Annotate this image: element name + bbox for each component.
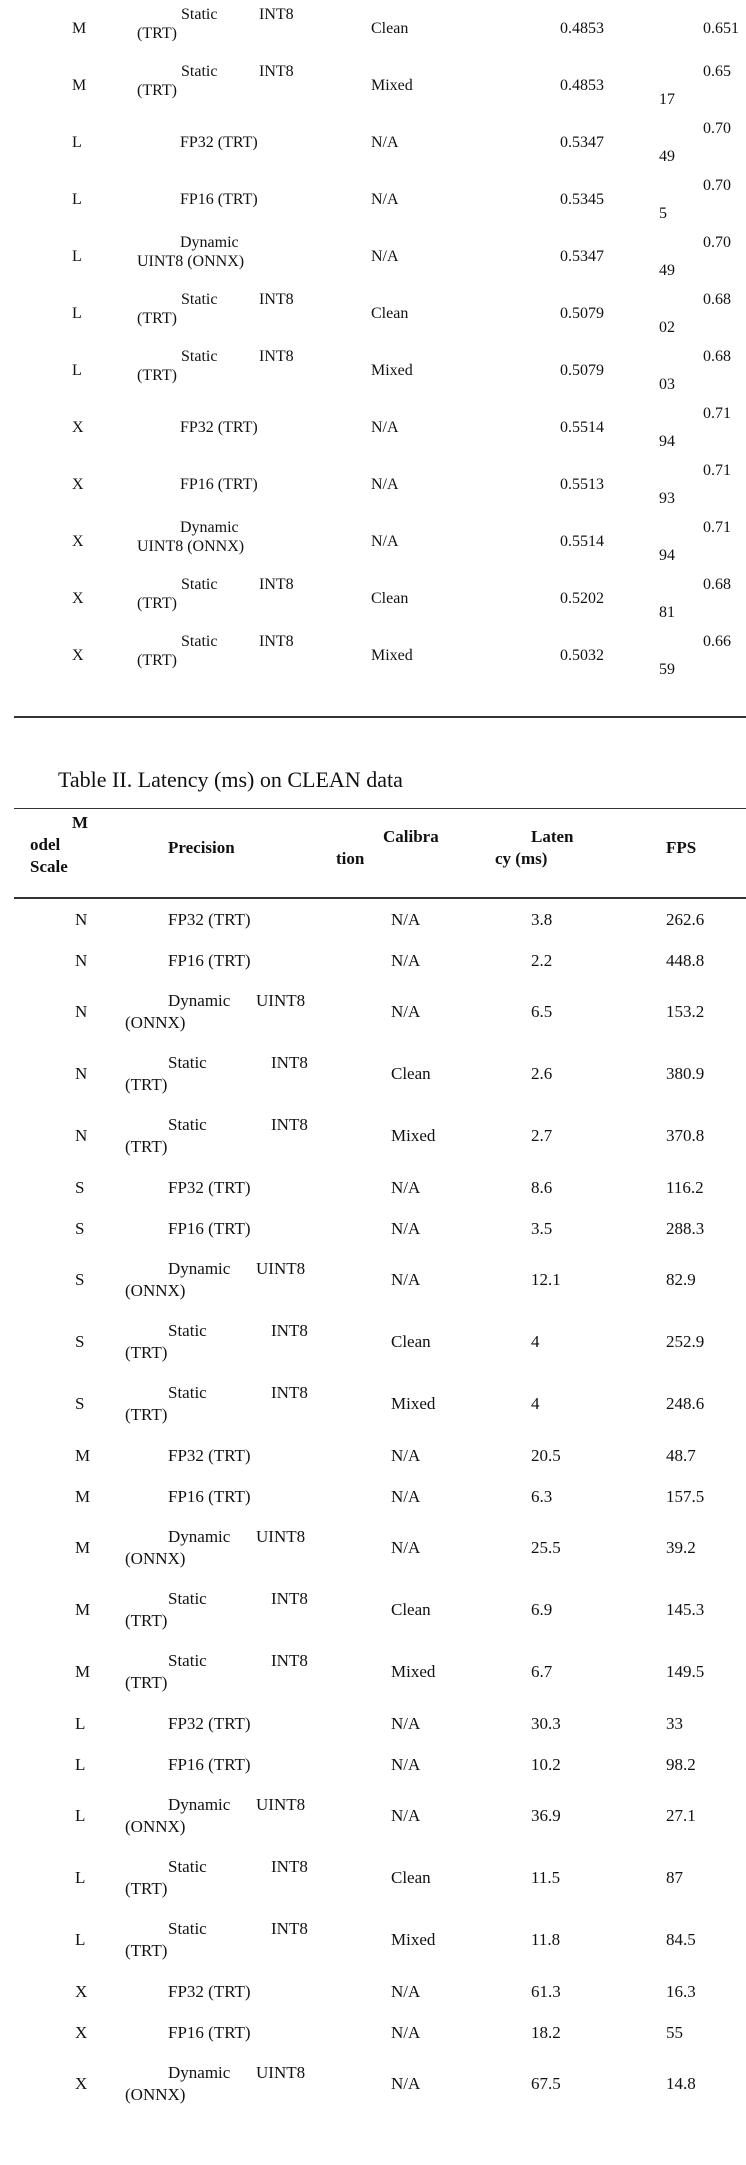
table-2-row bbox=[0, 1249, 746, 1311]
latency-cell: 2.7 bbox=[531, 1126, 553, 1145]
metric-cell: 0.5513 bbox=[560, 476, 604, 493]
metric-cell-2: 0.71 bbox=[703, 405, 731, 422]
precision-cell-word-2: INT8 bbox=[271, 1919, 308, 1938]
precision-cell-line-2: (ONNX) bbox=[125, 1281, 186, 1300]
latency-cell: 4 bbox=[531, 1394, 540, 1413]
metric-cell: 0.5079 bbox=[560, 362, 604, 379]
header-fps: FPS bbox=[666, 838, 697, 857]
precision-cell-line-2: (ONNX) bbox=[125, 1549, 186, 1568]
metric-cell: 0.5079 bbox=[560, 305, 604, 322]
fps-cell: 82.9 bbox=[666, 1270, 696, 1289]
latency-cell: 61.3 bbox=[531, 1982, 561, 2001]
table-2-row bbox=[0, 1847, 746, 1909]
calibration-cell: N/A bbox=[371, 191, 399, 208]
metric-cell: 0.5347 bbox=[560, 134, 604, 151]
precision-cell-line-2: (ONNX) bbox=[125, 1817, 186, 1836]
table-2-row bbox=[0, 1785, 746, 1847]
precision-cell-word-1: Static bbox=[168, 1115, 207, 1134]
model-scale-cell: M bbox=[75, 1487, 91, 1506]
model-scale-cell: X bbox=[75, 2023, 88, 2042]
metric-fragment-cell: 17 bbox=[659, 91, 675, 108]
metric-cell: 0.5514 bbox=[560, 533, 604, 550]
model-scale-cell: S bbox=[75, 1270, 85, 1289]
fps-cell: 153.2 bbox=[666, 1002, 705, 1021]
calibration-cell: N/A bbox=[391, 1178, 421, 1197]
latency-cell: 67.5 bbox=[531, 2074, 561, 2093]
latency-cell: 6.7 bbox=[531, 1662, 553, 1681]
calibration-cell: Mixed bbox=[391, 1126, 436, 1145]
precision-cell-line-2: (ONNX) bbox=[125, 2085, 186, 2104]
precision-cell-word-1: Static bbox=[168, 1651, 207, 1670]
latency-cell: 4 bbox=[531, 1332, 540, 1351]
table-2-row bbox=[0, 2053, 746, 2115]
metric-cell: 0.5347 bbox=[560, 248, 604, 265]
calibration-cell: N/A bbox=[391, 1714, 421, 1733]
precision-cell: FP16 (TRT) bbox=[168, 1219, 251, 1238]
metric-cell: 0.4853 bbox=[560, 20, 604, 37]
table-2-row bbox=[0, 1579, 746, 1641]
precision-cell: FP32 (TRT) bbox=[180, 419, 258, 436]
calibration-cell: N/A bbox=[391, 2023, 421, 2042]
model-scale-cell: N bbox=[75, 1126, 88, 1145]
calibration-cell: N/A bbox=[391, 910, 421, 929]
table-1-row bbox=[0, 57, 746, 114]
latency-cell: 20.5 bbox=[531, 1446, 561, 1465]
precision-cell: FP32 (TRT) bbox=[168, 1982, 251, 2001]
fps-cell: 84.5 bbox=[666, 1930, 696, 1949]
table-2-row bbox=[0, 1208, 746, 1249]
metric-fragment-cell: 81 bbox=[659, 604, 675, 621]
header-calibration-line-2: tion bbox=[336, 849, 365, 868]
model-scale-cell: X bbox=[72, 419, 84, 436]
precision-cell-word-1: Dynamic bbox=[168, 1795, 231, 1814]
fps-cell: 157.5 bbox=[666, 1487, 705, 1506]
precision-cell: FP16 (TRT) bbox=[168, 2023, 251, 2042]
metric-cell-2: 0.70 bbox=[703, 120, 731, 137]
precision-cell-line-2: (TRT) bbox=[125, 1673, 168, 1692]
calibration-cell: N/A bbox=[371, 419, 399, 436]
table-1-continuation bbox=[0, 0, 746, 716]
latency-cell: 11.8 bbox=[531, 1930, 561, 1949]
precision-cell-line-2: (ONNX) bbox=[125, 1013, 186, 1032]
calibration-cell: Clean bbox=[391, 1868, 431, 1887]
precision-cell-word-1: Static bbox=[168, 1857, 207, 1876]
latency-cell: 2.2 bbox=[531, 951, 553, 970]
model-scale-cell: L bbox=[72, 191, 82, 208]
calibration-cell: Clean bbox=[371, 20, 409, 37]
metric-cell-2: 0.68 bbox=[703, 291, 731, 308]
table-2-row bbox=[0, 1517, 746, 1579]
precision-cell: FP16 (TRT) bbox=[168, 1755, 251, 1774]
calibration-cell: Clean bbox=[391, 1064, 431, 1083]
model-scale-cell: S bbox=[75, 1394, 85, 1413]
calibration-cell: Mixed bbox=[391, 1394, 436, 1413]
calibration-cell: N/A bbox=[391, 2074, 421, 2093]
fps-cell: 448.8 bbox=[666, 951, 705, 970]
model-scale-cell: N bbox=[75, 910, 88, 929]
metric-fragment-cell: 93 bbox=[659, 490, 675, 507]
latency-cell: 6.5 bbox=[531, 1002, 553, 1021]
precision-cell-line-2: UINT8 (ONNX) bbox=[137, 538, 245, 555]
calibration-cell: Clean bbox=[371, 305, 409, 322]
table-2-row bbox=[0, 1476, 746, 1517]
latency-cell: 8.6 bbox=[531, 1178, 553, 1197]
calibration-cell: N/A bbox=[371, 248, 399, 265]
precision-cell-word-1: Static bbox=[181, 348, 218, 365]
precision-cell-line-2: (TRT) bbox=[137, 595, 177, 612]
latency-cell: 25.5 bbox=[531, 1538, 561, 1557]
metric-cell: 0.5202 bbox=[560, 590, 604, 607]
precision-cell-line-2: (TRT) bbox=[137, 82, 177, 99]
precision-cell-line-2: UINT8 (ONNX) bbox=[137, 253, 245, 270]
precision-cell-word-2: INT8 bbox=[259, 633, 294, 650]
model-scale-cell: S bbox=[75, 1178, 85, 1197]
fps-cell: 252.9 bbox=[666, 1332, 705, 1351]
table-2-row bbox=[0, 1043, 746, 1105]
precision-cell-word-2: INT8 bbox=[271, 1321, 308, 1340]
metric-fragment-cell: 94 bbox=[659, 433, 675, 450]
metric-cell: 0.5514 bbox=[560, 419, 604, 436]
table-2-row bbox=[0, 1909, 746, 1971]
fps-cell: 145.3 bbox=[666, 1600, 705, 1619]
latency-cell: 3.5 bbox=[531, 1219, 553, 1238]
metric-cell: 0.5345 bbox=[560, 191, 604, 208]
precision-cell: FP16 (TRT) bbox=[180, 476, 258, 493]
model-scale-cell: L bbox=[72, 248, 82, 265]
metric-cell-2: 0.70 bbox=[703, 234, 731, 251]
precision-cell-line-2: (TRT) bbox=[125, 1941, 168, 1960]
model-scale-cell: L bbox=[75, 1806, 86, 1825]
precision-cell: FP16 (TRT) bbox=[180, 191, 258, 208]
precision-cell-word-1: Static bbox=[168, 1589, 207, 1608]
precision-cell-word-2: INT8 bbox=[271, 1115, 308, 1134]
calibration-cell: Clean bbox=[391, 1332, 431, 1351]
table-1-row bbox=[0, 570, 746, 627]
precision-cell: FP32 (TRT) bbox=[180, 134, 258, 151]
fps-cell: 27.1 bbox=[666, 1806, 696, 1825]
precision-cell: FP16 (TRT) bbox=[168, 1487, 251, 1506]
metric-fragment-cell: 94 bbox=[659, 547, 675, 564]
model-scale-cell: X bbox=[72, 647, 84, 664]
calibration-cell: N/A bbox=[391, 1538, 421, 1557]
calibration-cell: N/A bbox=[371, 476, 399, 493]
metric-fragment-cell: 49 bbox=[659, 148, 675, 165]
precision-cell-word-1: Static bbox=[168, 1919, 207, 1938]
table-1-row bbox=[0, 285, 746, 342]
precision-cell-word-1: Static bbox=[181, 576, 218, 593]
model-scale-cell: X bbox=[75, 2074, 88, 2093]
precision-cell-word-1: Dynamic bbox=[168, 991, 231, 1010]
precision-cell-line-2: (TRT) bbox=[137, 367, 177, 384]
calibration-cell: Clean bbox=[371, 590, 409, 607]
fps-cell: 149.5 bbox=[666, 1662, 705, 1681]
calibration-cell: Mixed bbox=[371, 77, 413, 94]
precision-cell-word-2: INT8 bbox=[271, 1383, 308, 1402]
model-scale-cell: L bbox=[72, 362, 82, 379]
table-1-row bbox=[0, 399, 746, 456]
table-1-row bbox=[0, 627, 746, 684]
model-scale-cell: L bbox=[75, 1868, 86, 1887]
precision-cell-word-1: Dynamic bbox=[168, 2063, 231, 2082]
model-scale-cell: M bbox=[72, 20, 87, 37]
fps-cell: 380.9 bbox=[666, 1064, 705, 1083]
latency-cell: 6.9 bbox=[531, 1600, 553, 1619]
metric-cell-2: 0.71 bbox=[703, 462, 731, 479]
calibration-cell: N/A bbox=[391, 1446, 421, 1465]
model-scale-cell: L bbox=[75, 1755, 86, 1774]
model-scale-cell: L bbox=[72, 305, 82, 322]
calibration-cell: N/A bbox=[391, 1002, 421, 1021]
calibration-cell: N/A bbox=[391, 1806, 421, 1825]
table-2-top-rule bbox=[14, 808, 746, 809]
precision-cell-word-2: INT8 bbox=[259, 63, 294, 80]
latency-cell: 2.6 bbox=[531, 1064, 553, 1083]
calibration-cell: Mixed bbox=[391, 1662, 436, 1681]
fps-cell: 87 bbox=[666, 1868, 683, 1887]
fps-cell: 370.8 bbox=[666, 1126, 705, 1145]
calibration-cell: N/A bbox=[391, 1219, 421, 1238]
metric-cell-2: 0.66 bbox=[703, 633, 731, 650]
latency-cell: 3.8 bbox=[531, 910, 553, 929]
precision-cell-word-2: UINT8 bbox=[256, 1795, 306, 1814]
latency-cell: 12.1 bbox=[531, 1270, 561, 1289]
precision-cell-line-2: (TRT) bbox=[125, 1405, 168, 1424]
table-1-row bbox=[0, 0, 746, 57]
fps-cell: 55 bbox=[666, 2023, 683, 2042]
precision-cell-line-2: (TRT) bbox=[125, 1611, 168, 1630]
precision-cell-word-1: Static bbox=[168, 1321, 207, 1340]
model-scale-cell: S bbox=[75, 1332, 85, 1351]
model-scale-cell: M bbox=[75, 1538, 91, 1557]
precision-cell: FP16 (TRT) bbox=[168, 951, 251, 970]
precision-cell-word-1: Dynamic bbox=[168, 1259, 231, 1278]
precision-cell-line-2: (TRT) bbox=[125, 1879, 168, 1898]
precision-cell-word-1: Static bbox=[181, 633, 218, 650]
fps-cell: 116.2 bbox=[666, 1178, 704, 1197]
calibration-cell: N/A bbox=[371, 533, 399, 550]
precision-cell-word-1: Static bbox=[168, 1053, 207, 1072]
table-2-row bbox=[0, 1373, 746, 1435]
precision-cell: FP32 (TRT) bbox=[168, 910, 251, 929]
table-2-row bbox=[0, 1744, 746, 1785]
precision-cell-word-2: UINT8 bbox=[256, 1527, 306, 1546]
calibration-cell: Clean bbox=[391, 1600, 431, 1619]
precision-cell-line-2: (TRT) bbox=[125, 1075, 168, 1094]
metric-cell-2: 0.651 bbox=[703, 20, 739, 37]
precision-cell-word-2: INT8 bbox=[271, 1053, 308, 1072]
fps-cell: 248.6 bbox=[666, 1394, 705, 1413]
header-precision: Precision bbox=[168, 838, 235, 857]
precision-cell-line-2: (TRT) bbox=[125, 1343, 168, 1362]
calibration-cell: Mixed bbox=[371, 647, 413, 664]
precision-cell-word-1: Dynamic bbox=[168, 1527, 231, 1546]
table-1-row bbox=[0, 171, 746, 228]
table-1-row bbox=[0, 342, 746, 399]
calibration-cell: N/A bbox=[371, 134, 399, 151]
table-2-caption: Table II. Latency (ms) on CLEAN data bbox=[58, 767, 403, 792]
metric-cell-2: 0.68 bbox=[703, 348, 731, 365]
table-1-bottom-rule bbox=[14, 716, 746, 718]
precision-cell-word-2: INT8 bbox=[271, 1589, 308, 1608]
header-model-scale-line-1: M bbox=[72, 813, 89, 832]
model-scale-cell: M bbox=[75, 1662, 91, 1681]
table-2-row bbox=[0, 1971, 746, 2012]
table-2-row bbox=[0, 981, 746, 1043]
latency-cell: 18.2 bbox=[531, 2023, 561, 2042]
precision-cell-line-2: (TRT) bbox=[137, 652, 177, 669]
metric-fragment-cell: 02 bbox=[659, 319, 675, 336]
precision-cell-line-1: Dynamic bbox=[180, 519, 239, 536]
calibration-cell: N/A bbox=[391, 1270, 421, 1289]
fps-cell: 288.3 bbox=[666, 1219, 705, 1238]
table-2-row bbox=[0, 1435, 746, 1476]
precision-cell: FP32 (TRT) bbox=[168, 1178, 251, 1197]
precision-cell: FP32 (TRT) bbox=[168, 1714, 251, 1733]
precision-cell: FP32 (TRT) bbox=[168, 1446, 251, 1465]
metric-fragment-cell: 49 bbox=[659, 262, 675, 279]
table-1-row bbox=[0, 228, 746, 285]
latency-cell: 10.2 bbox=[531, 1755, 561, 1774]
calibration-cell: Mixed bbox=[391, 1930, 436, 1949]
calibration-cell: N/A bbox=[391, 1487, 421, 1506]
precision-cell-line-1: Dynamic bbox=[180, 234, 239, 251]
header-latency-line-1: Laten bbox=[531, 827, 574, 846]
latency-cell: 6.3 bbox=[531, 1487, 553, 1506]
precision-cell-word-2: UINT8 bbox=[256, 2063, 306, 2082]
fps-cell: 33 bbox=[666, 1714, 683, 1733]
precision-cell-word-2: INT8 bbox=[259, 291, 294, 308]
metric-fragment-cell: 5 bbox=[659, 205, 667, 222]
table-2-row bbox=[0, 2012, 746, 2053]
precision-cell-word-2: UINT8 bbox=[256, 991, 306, 1010]
model-scale-cell: L bbox=[72, 134, 82, 151]
model-scale-cell: N bbox=[75, 951, 88, 970]
table-2-row bbox=[0, 1311, 746, 1373]
precision-cell-word-1: Static bbox=[168, 1383, 207, 1402]
fps-cell: 262.6 bbox=[666, 910, 705, 929]
metric-fragment-cell: 59 bbox=[659, 661, 675, 678]
fps-cell: 48.7 bbox=[666, 1446, 696, 1465]
calibration-cell: N/A bbox=[391, 1755, 421, 1774]
precision-cell-line-2: (TRT) bbox=[137, 25, 177, 42]
table-2-row bbox=[0, 1703, 746, 1744]
table-1-row bbox=[0, 513, 746, 570]
precision-cell-word-2: INT8 bbox=[259, 6, 294, 23]
metric-cell-2: 0.68 bbox=[703, 576, 731, 593]
table-2-row bbox=[0, 940, 746, 981]
model-scale-cell: N bbox=[75, 1064, 88, 1083]
model-scale-cell: X bbox=[75, 1982, 88, 2001]
latency-cell: 36.9 bbox=[531, 1806, 561, 1825]
model-scale-cell: M bbox=[72, 77, 87, 94]
table-2-row bbox=[0, 1105, 746, 1167]
latency-cell: 30.3 bbox=[531, 1714, 561, 1733]
model-scale-cell: L bbox=[75, 1930, 86, 1949]
metric-cell-2: 0.71 bbox=[703, 519, 731, 536]
table-2-row bbox=[0, 1641, 746, 1703]
precision-cell-word-1: Static bbox=[181, 6, 218, 23]
header-calibration-line-1: Calibra bbox=[383, 827, 439, 846]
fps-cell: 16.3 bbox=[666, 1982, 696, 2001]
header-model-scale-line-2: odel bbox=[30, 835, 61, 854]
precision-cell-word-2: INT8 bbox=[271, 1857, 308, 1876]
model-scale-cell: X bbox=[72, 590, 84, 607]
metric-cell-2: 0.70 bbox=[703, 177, 731, 194]
header-latency-line-2: cy (ms) bbox=[495, 849, 548, 868]
calibration-cell: Mixed bbox=[371, 362, 413, 379]
precision-cell-word-2: UINT8 bbox=[256, 1259, 306, 1278]
metric-cell-2: 0.65 bbox=[703, 63, 731, 80]
model-scale-cell: L bbox=[75, 1714, 86, 1733]
model-scale-cell: N bbox=[75, 1002, 88, 1021]
fps-cell: 98.2 bbox=[666, 1755, 696, 1774]
model-scale-cell: X bbox=[72, 533, 84, 550]
model-scale-cell: M bbox=[75, 1600, 91, 1619]
header-model-scale-line-3: Scale bbox=[30, 857, 68, 876]
calibration-cell: N/A bbox=[391, 951, 421, 970]
precision-cell-word-1: Static bbox=[181, 291, 218, 308]
fps-cell: 14.8 bbox=[666, 2074, 696, 2093]
model-scale-cell: M bbox=[75, 1446, 91, 1465]
fps-cell: 39.2 bbox=[666, 1538, 696, 1557]
table-2-row bbox=[0, 899, 746, 940]
table-2-row bbox=[0, 1167, 746, 1208]
precision-cell-line-2: (TRT) bbox=[125, 1137, 168, 1156]
table-1-row bbox=[0, 456, 746, 513]
precision-cell-word-2: INT8 bbox=[259, 348, 294, 365]
precision-cell-word-2: INT8 bbox=[271, 1651, 308, 1670]
calibration-cell: N/A bbox=[391, 1982, 421, 2001]
precision-cell-line-2: (TRT) bbox=[137, 310, 177, 327]
latency-cell: 11.5 bbox=[531, 1868, 561, 1887]
metric-cell: 0.5032 bbox=[560, 647, 604, 664]
metric-fragment-cell: 03 bbox=[659, 376, 675, 393]
precision-cell-word-2: INT8 bbox=[259, 576, 294, 593]
model-scale-cell: S bbox=[75, 1219, 85, 1238]
precision-cell-word-1: Static bbox=[181, 63, 218, 80]
table-1-row bbox=[0, 114, 746, 171]
metric-cell: 0.4853 bbox=[560, 77, 604, 94]
model-scale-cell: X bbox=[72, 476, 84, 493]
